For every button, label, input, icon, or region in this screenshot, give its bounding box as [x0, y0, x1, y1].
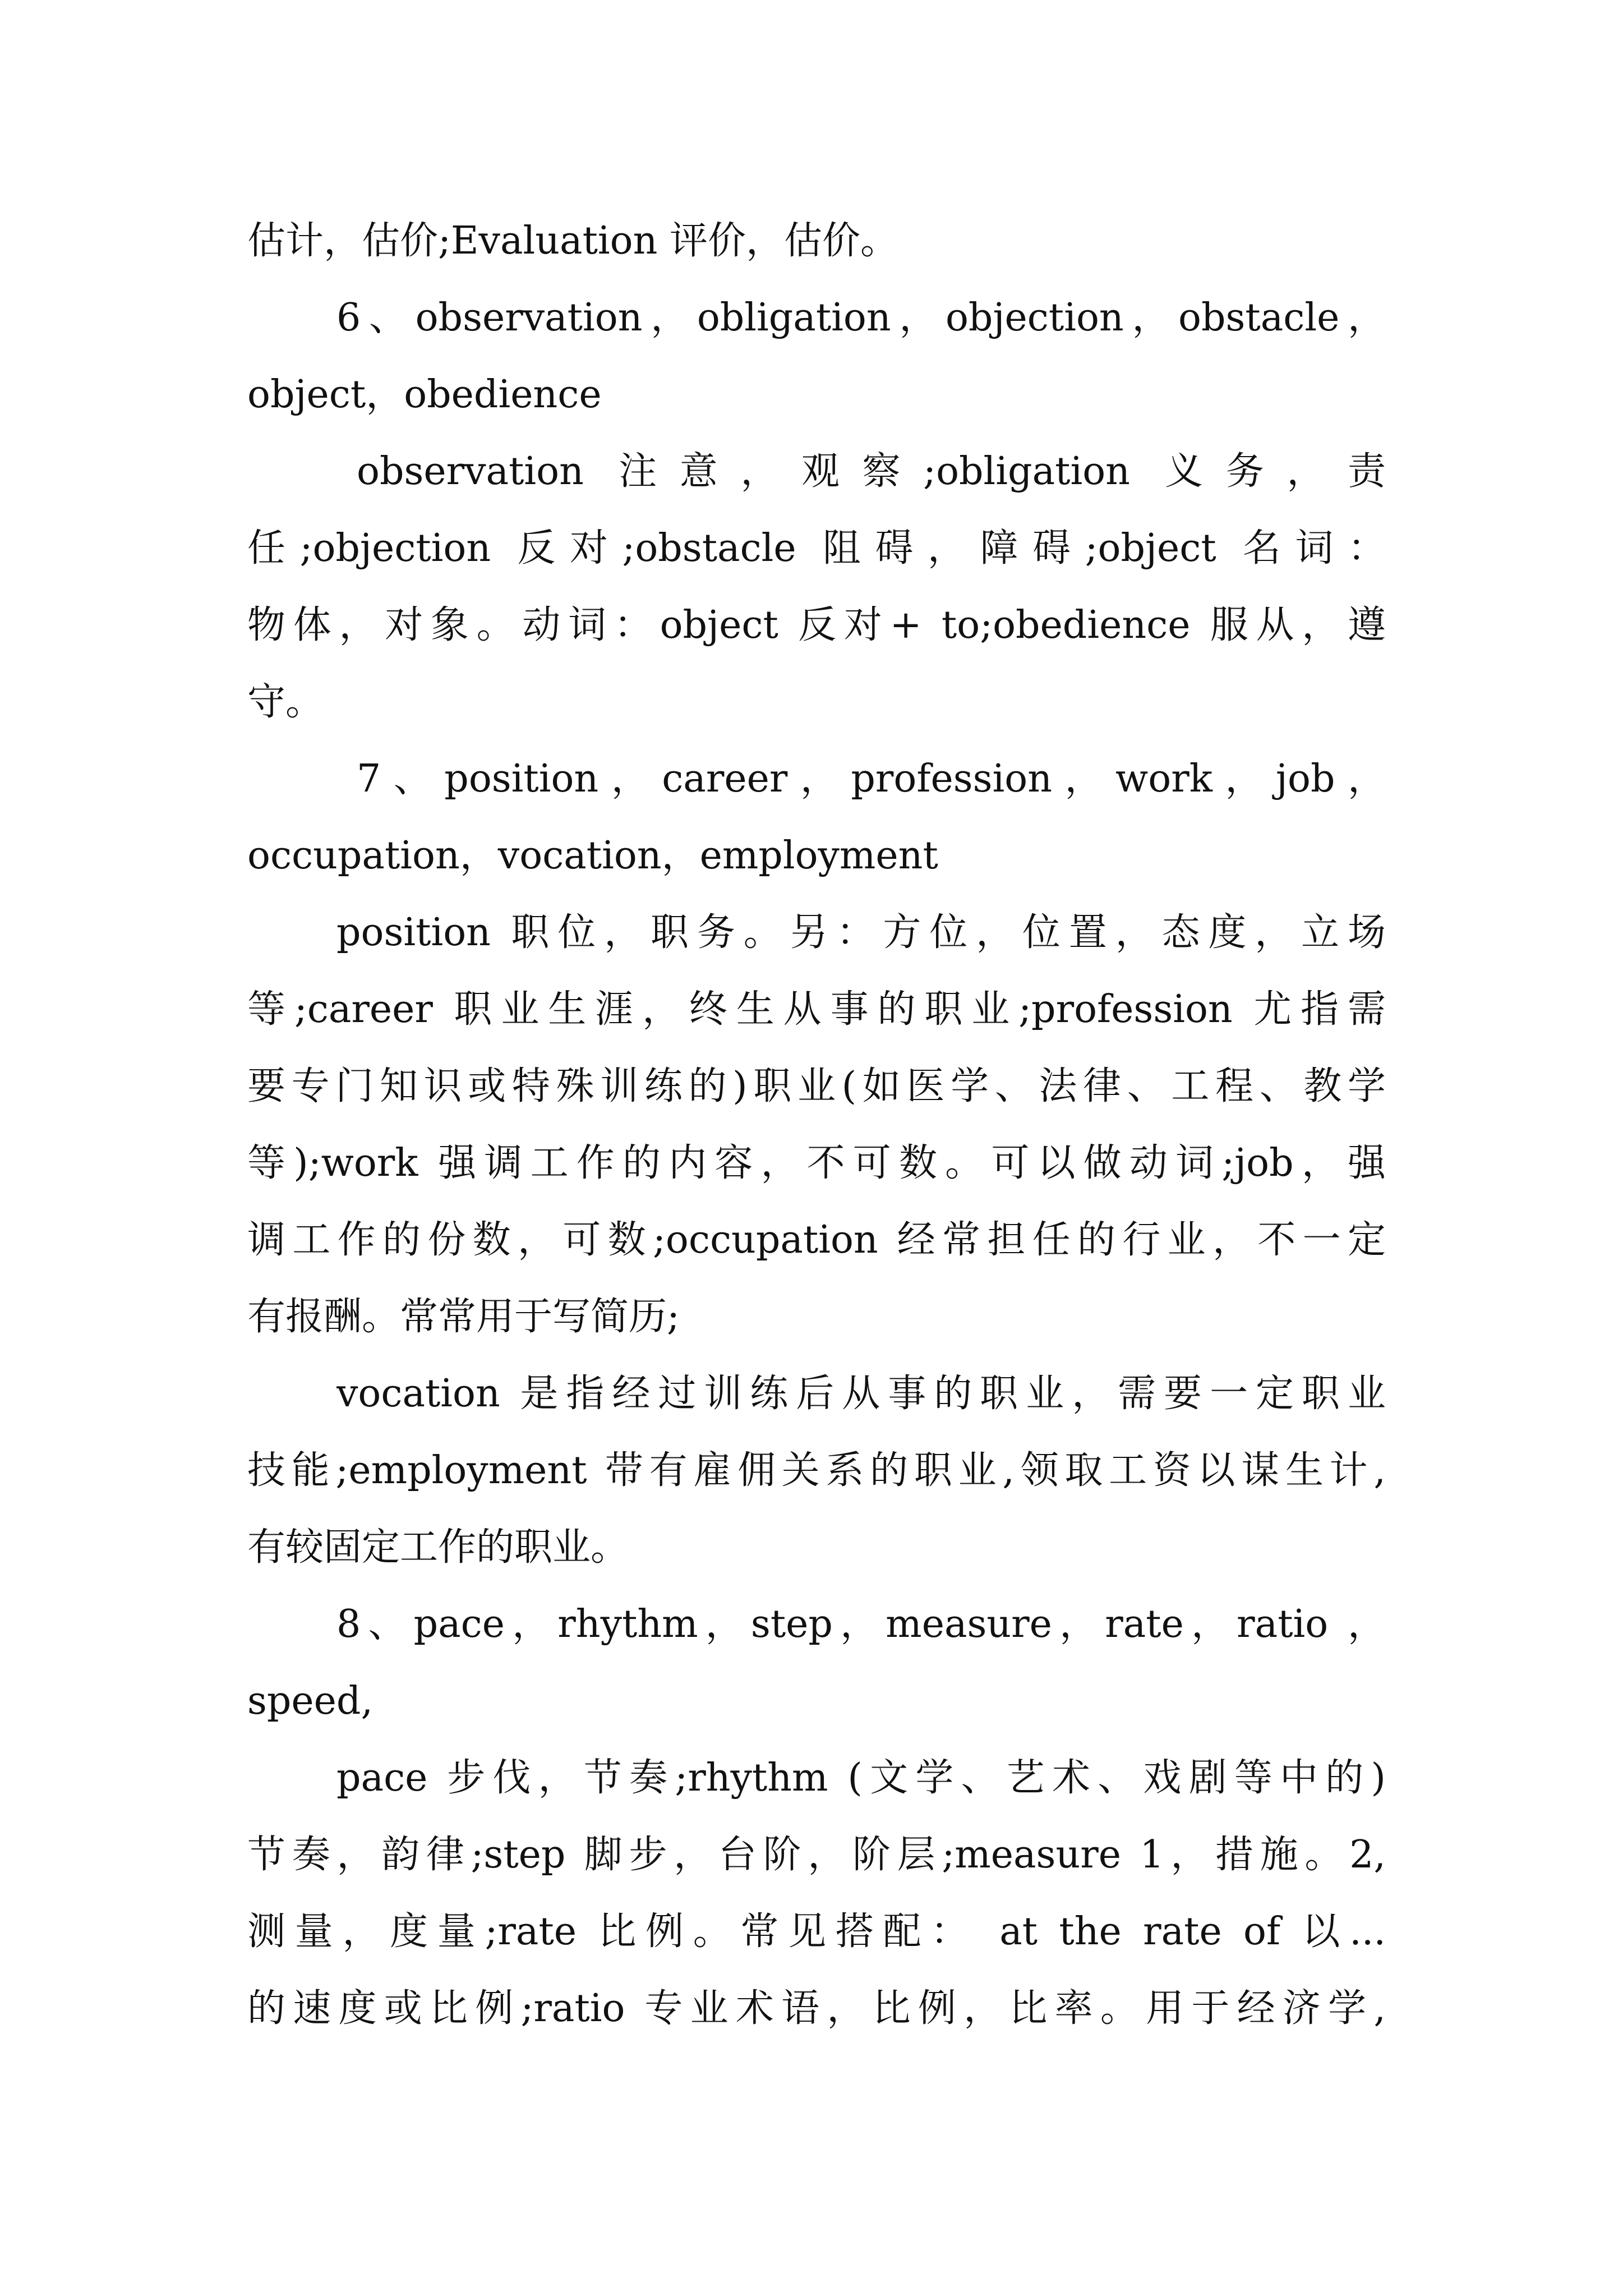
section-heading: 7、position，career，profession，work，job，: [357, 757, 1386, 801]
text-line: 等);work 强调工作的内容，不可数。可以做动词;job，强: [247, 1141, 1386, 1185]
text-line: 守。: [247, 680, 324, 724]
text-line: pace 步伐，节奏;rhythm (文学、艺术、戏剧等中的): [336, 1756, 1386, 1800]
text-line: 调工作的份数，可数;occupation 经常担任的行业，不一定: [247, 1218, 1386, 1262]
text-line: 节奏，韵律;step 脚步，台阶，阶层;measure 1，措施。2,: [247, 1833, 1386, 1877]
text-line: speed,: [247, 1679, 374, 1723]
text-line: observation 注意，观察;obligation 义务，责: [357, 449, 1386, 494]
text-line: 估计，估价;Evaluation 评价，估价。: [247, 219, 899, 263]
text-line: 测量，度量;rate 比例。常见搭配： at the rate of 以...: [247, 1910, 1386, 1954]
text-line: 有报酬。常常用于写简历;: [247, 1295, 680, 1339]
text-line: 技能;employment 带有雇佣关系的职业,领取工资以谋生计,: [247, 1448, 1386, 1493]
text-line: 物体，对象。动词：object 反对+ to;obedience 服从，遵: [247, 603, 1386, 647]
text-line: 有较固定工作的职业。: [247, 1525, 629, 1570]
text-line: 要专门知识或特殊训练的)职业(如医学、法律、工程、教学: [247, 1064, 1386, 1108]
section-heading: 6、observation，obligation，objection，obstacle，: [336, 296, 1386, 340]
text-line: 任;objection 反对;obstacle 阻碍，障碍;object 名词：: [247, 526, 1386, 570]
section-heading: 8、pace，rhythm，step，measure，rate，ratio ，: [336, 1602, 1386, 1646]
text-line: occupation，vocation，employment: [247, 834, 938, 878]
text-line: 的速度或比例;ratio 专业术语，比例，比率。用于经济学,: [247, 1986, 1386, 2031]
text-line: 等;career 职业生涯，终生从事的职业;profession 尤指需: [247, 987, 1386, 1032]
text-line: vocation 是指经过训练后从事的职业，需要一定职业: [336, 1372, 1386, 1416]
text-line: object，obedience: [247, 372, 602, 417]
text-line: position 职位，职务。另：方位，位置，态度，立场: [336, 910, 1386, 955]
